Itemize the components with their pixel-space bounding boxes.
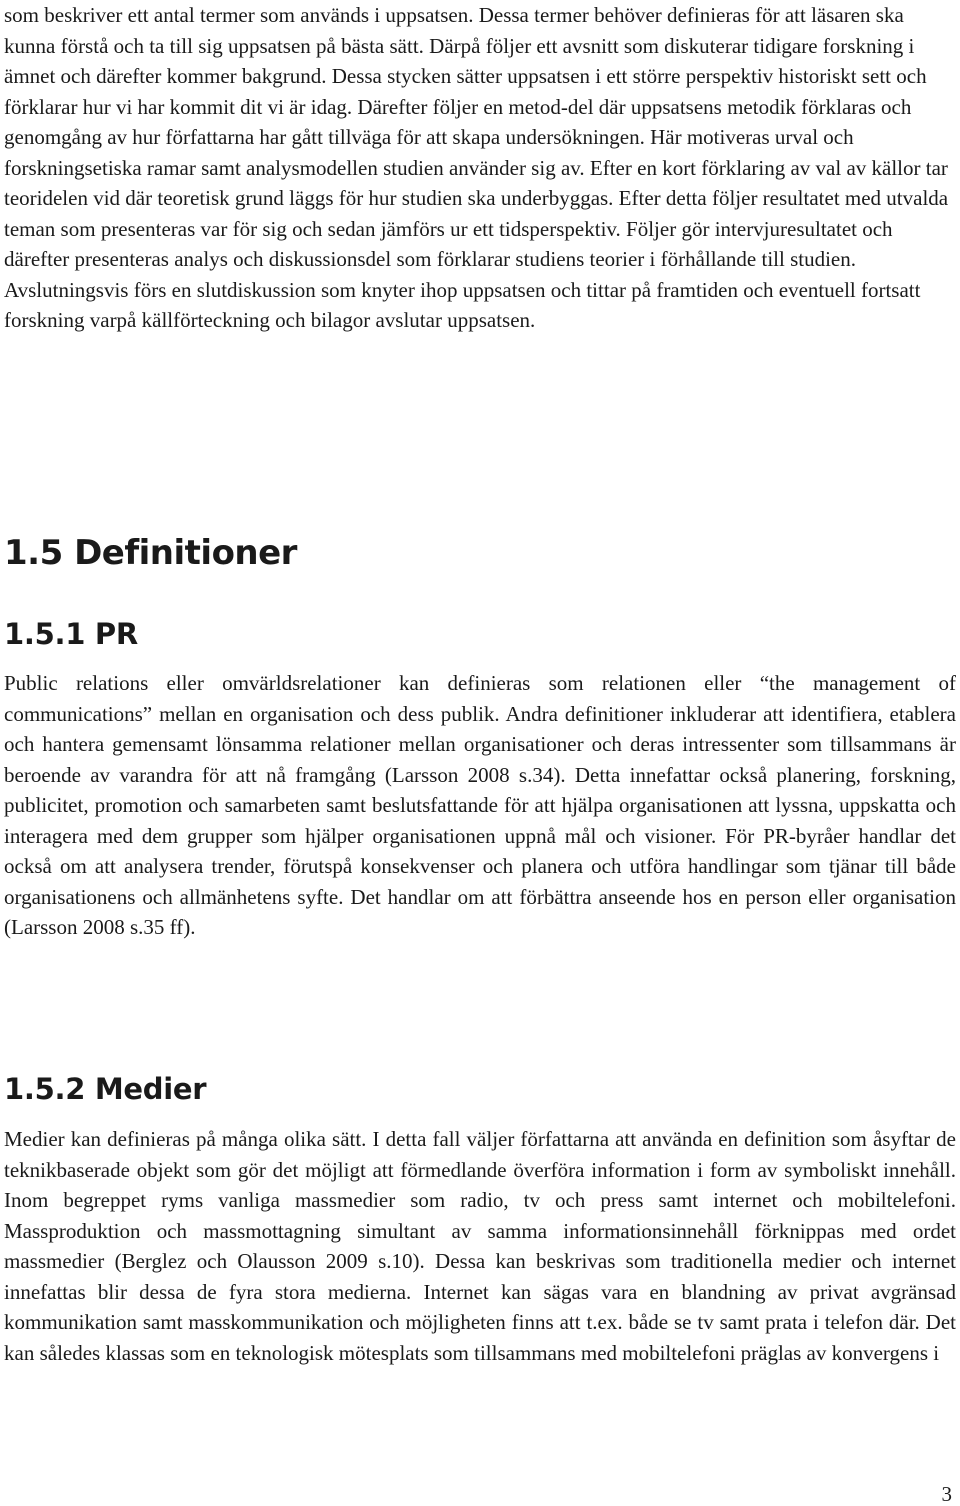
intro-paragraph: som beskriver ett antal termer som används i uppsatsen. Dessa termer behöver definieras för att läsaren ska kunna förstå och ta till sig uppsatsen på bästa sätt. Därpå följer ett avsnitt som diskuterar tidigare forskning i ämnet och därefter kommer bakgrund. Dessa stycken sätter uppsatsen i ett större perspektiv historiskt sett och förklarar hur vi har kommit dit vi är idag. Därefter följer en metod-del där uppsatsens metodik förklaras och genomgång av hur författarna har gått tillväga för att skapa undersökningen. Här motiveras urval och forskningsetiska ramar samt analysmodellen studien använder sig av. Efter en kort förklaring av val av källor tar teoridelen vid där teoretisk grund läggs för hur studien ska underbyggas. Efter detta följer resultatet med utvalda teman som presenteras var för sig och sedan jämförs ur ett tidsperspektiv. Följer gör intervjuresultatet och därefter presenteras analys och diskussionsdel som förklarar studiens teorier i förhållande till studien. Avslutningsvis förs en slutdiskussion som knyter ihop uppsatsen och tittar på framtiden och eventuell fortsatt forskning varpå källförteckning och bilagor avslutar uppsatsen.	[4, 3, 949, 332]
document-page	[4, 0, 956, 1504]
pr-paragraph: Public relations eller omvärldsrelationer kan definieras som relationen eller “the management of communications” mellan en organisation och dess publik. Andra definitioner inkluderar att identifiera, etablera och hantera gemensamt lönsamma relationer mellan organisationer och deras intressenter som tillsammans är beroende av varandra för att nå framgång (Larsson 2008 s.34). Detta innefattar också planering, forskning, publicitet, promotion och samarbeten samt beslutsfattande för att hjälpa organisationen att lyssna, uppskatta och interagera med dem grupper som hjälper organisationen uppnå mål och visioner. För PR-byråer handlar det också om att analysera trender, förutspå konsekvenser och planera och utföra handlingar som tjänar till både organisationens och allmänhetens syfte. Det handlar om att förbättra anseende hos en person eller organisation (Larsson 2008 s.35 ff).	[4, 671, 956, 939]
subsection-heading-medier: 1.5.2 Medier	[4, 1072, 207, 1106]
medier-paragraph: Medier kan definieras på många olika sätt. I detta fall väljer författarna att använda en definition som åsyftar de teknikbaserade objekt som gör det möjligt att förmedlande överföra information i form av symboliskt innehåll. Inom begreppet ryms vanliga massmedier som radio, tv och press samt internet och mobiltelefoni. Massproduktion och massmottagning simultant av samma informationsinnehåll förknippas med ordet massmedier (Berglez och Olausson 2009 s.10). Dessa kan beskrivas som traditionella medier och internet innefattas blir dessa de fyra stora medierna. Internet kan sägas vara en blandning av privat avgränsad kommunikation samt masskommunikation och möjligheten finns att t.ex. både se tv samt prata i telefon där. Det kan således klassas som en teknologisk mötesplats som tillsammans med mobiltelefoni präglas av konvergens i	[4, 1127, 956, 1365]
section-heading: 1.5 Definitioner	[4, 533, 297, 573]
page-number: 3	[941, 1482, 952, 1506]
subsection-heading-pr: 1.5.1 PR	[4, 617, 138, 651]
